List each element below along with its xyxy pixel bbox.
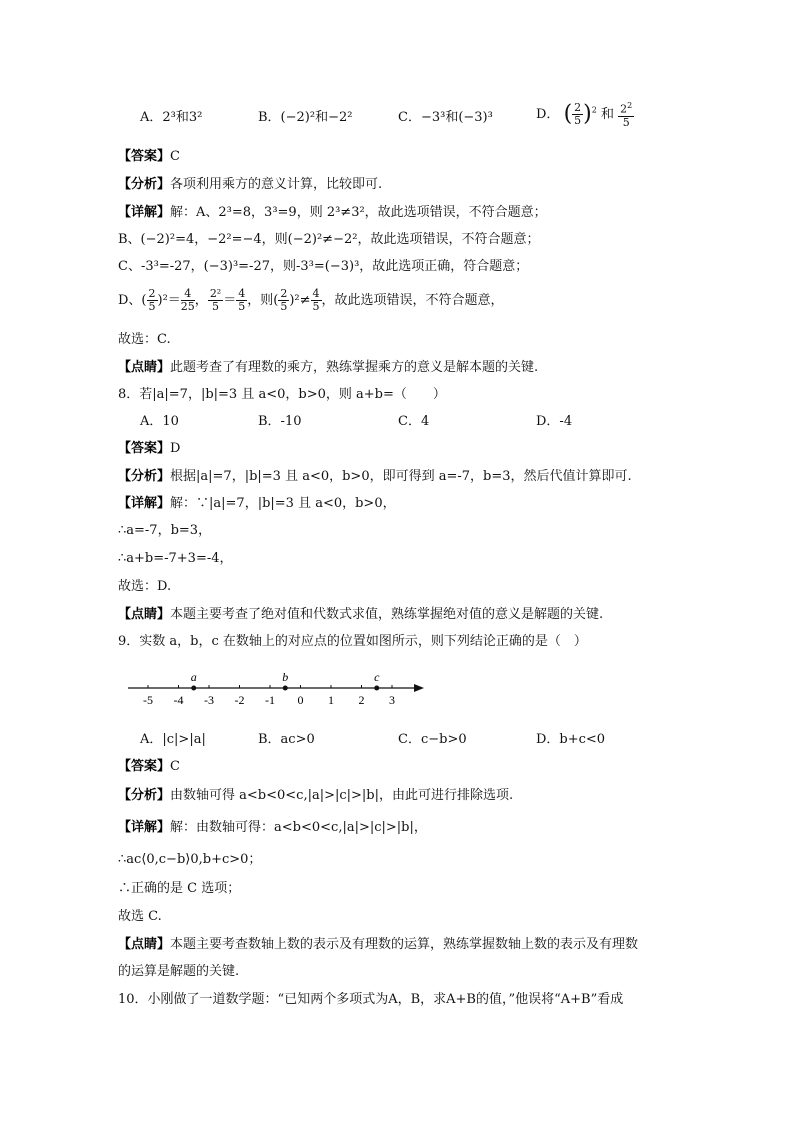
number-line-point [191,686,196,691]
number-line-point [283,686,288,691]
q9-comment-cont: 的运算是解题的关键. [118,964,240,979]
q8-step1: ∴a=-7，b=3， [118,523,212,538]
q8-answer: 【答案】D [118,441,181,456]
number-line-tick-label: -1 [265,693,275,707]
q7-option-d: D． ( $\frac{2}{5}$ )$^2$ 和 $\frac{2^2}{5}$ [536,100,633,129]
number-line-point-label: b [282,670,289,684]
q9-analysis: 【分析】由数轴可得 a<b<0<c,|a|>|c|>|b|，由此可进行排除选项. [118,788,514,803]
q9-comment: 【点睛】本题主要考查数轴上数的表示及有理数的运算，熟练掌握数轴上数的表示及有理数 [118,937,639,952]
q9-step2: ∴正确的是 C 选项； [118,881,241,896]
q8-comment: 【点睛】本题主要考查了绝对值和代数式求值，熟练掌握绝对值的意义是解题的关键. [118,607,604,622]
number-line-tick-label: 1 [328,693,334,707]
q9-option-d: D．b+c<0 [536,732,606,747]
q9-option-c: C．c−b>0 [398,732,467,747]
q8-step2: ∴a+b=-7+3=-4， [118,551,233,566]
q7-detail: 【详解】解：A、2³=8，3³=9，则 2³≠3²，故此选项错误，不符合题意； [118,205,547,220]
q7-option-d-mid: 和 [601,106,615,122]
q7-option-a: A．2³和3² [140,110,203,125]
q9-step1: ∴ac⟨0,c−b⟩0,b+c>0； [118,852,262,867]
number-line-tick-label: -3 [204,693,214,707]
number-line-tick-label: 3 [389,693,395,707]
q8-option-a: A．10 [140,414,179,429]
q9-conclusion: 故选 C. [118,909,162,924]
number-line [118,668,438,712]
number-line-tick-label: -2 [234,693,245,707]
q9-detail: 【详解】解：由数轴可得：a<b<0<c,|a|>|c|>|b|， [118,820,427,835]
q8-analysis: 【分析】根据|a|=7，|b|=3 且 a<0，b>0，即可得到 a=-7，b=3，然后代值计算即可. [118,469,632,484]
q8-option-d: D．-4 [536,414,573,429]
q7-option-d-prefix: D． [536,106,560,122]
q7-analysis: 【分析】各项利用乘方的意义计算，比较即可. [118,177,383,192]
arrow-icon [414,684,424,692]
q8-option-b: B．-10 [258,414,302,429]
q7-detail-b: B、(−2)²=4，−2²=−4，则(−2)²≠−2²，故此选项错误，不符合题意； [118,232,540,247]
q8-detail: 【详解】解：∵|a|=7，|b|=3 且 a<0，b>0， [118,496,396,511]
q8-conclusion: 故选：D. [118,579,172,594]
number-line-point [374,686,379,691]
q7-conclusion: 故选：C. [118,332,171,347]
number-line-tick-label: -5 [143,693,153,707]
q7-comment: 【点睛】此题考查了有理数的乘方，熟练掌握乘方的意义是解本题的关键. [118,360,539,375]
number-line-tick-label: 0 [297,693,304,707]
q9-option-b: B．ac>0 [258,732,315,747]
q7-option-b: B．(−2)²和−2² [258,110,353,125]
q9-answer: 【答案】C [118,759,180,774]
q10-stem: 10．小刚做了一道数学题：“已知两个多项式为A，B，求A+B的值，”他误将“A+B”看成 [118,992,624,1007]
number-line-tick-label: -4 [173,693,184,707]
number-line-tick-label: 2 [358,693,365,707]
q7-answer: 【答案】C [118,149,180,164]
number-line-point-label: a [190,670,197,684]
q8-stem: 8．若|a|=7，|b|=3 且 a<0，b>0，则 a+b=（ ） [118,387,446,402]
q9-stem: 9．实数 a，b，c 在数轴上的对应点的位置如图所示，则下列结论正确的是（ ） [118,634,587,649]
q8-option-c: C．4 [398,414,430,429]
number-line-point-label: c [374,670,380,684]
paren-left: ( [563,101,573,127]
q9-option-a: A．|c|>|a| [140,732,206,747]
q7-detail-d: D、( $\frac{2}{5}$ )²＝ $\frac{4}{25}$ ， $\frac{\text{2²}}{5}$ ＝ $\frac{4}{5}$ ，则( $\frac{2}{5}$ )²≠ $\frac{4}{5}$ ，故此选项错误，不符合题意， [118,287,504,313]
q7-option-c: C．−3³和(−3)³ [398,110,493,125]
q7-detail-c: C、-3³=-27，(−3)³=-27，则-3³=(−3)³，故此选项正确，符合题意； [118,259,529,274]
